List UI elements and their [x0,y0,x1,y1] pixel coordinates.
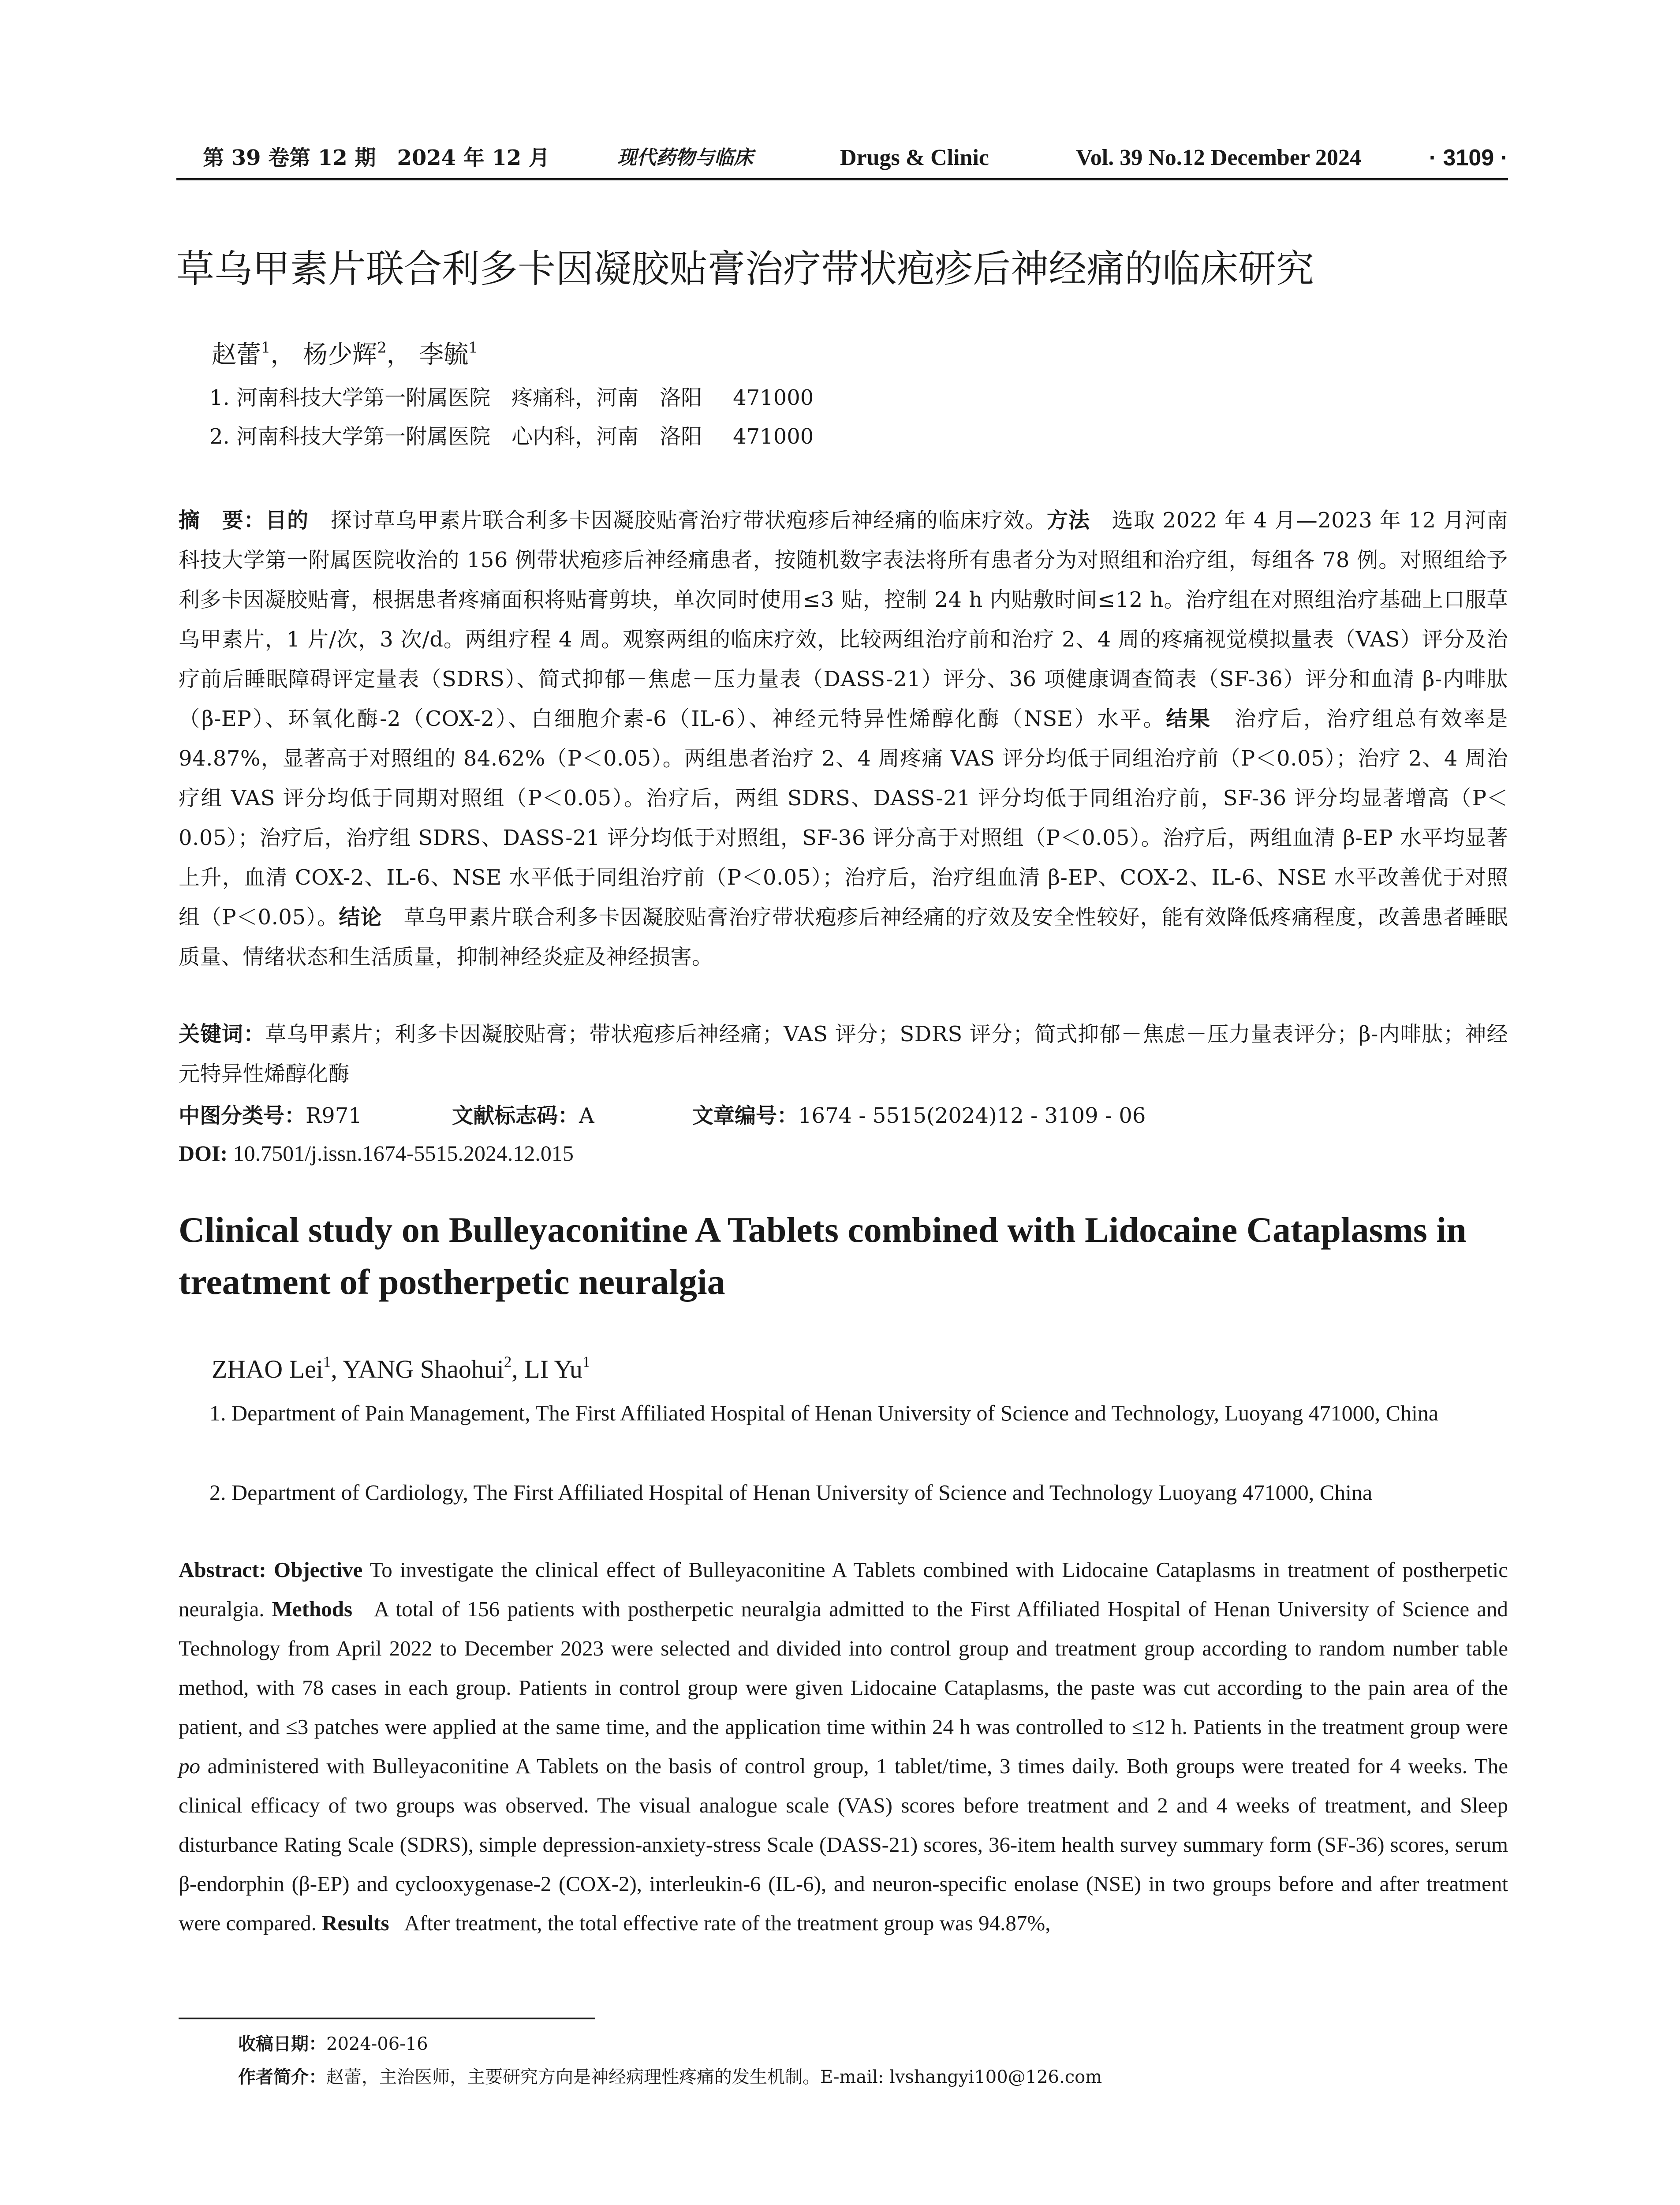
author-en: ZHAO Lei [212,1355,323,1383]
affiliation-en [209,1394,1508,1432]
affiliation-text: 河南科技大学第一附属医院 疼痛科，河南 洛阳 [236,385,702,410]
affiliation-text: 河南科技大学第一附属医院 心内科，河南 洛阳 [236,424,702,449]
affiliation-cn [209,419,814,454]
results-label: Results [322,1911,389,1935]
author-cn: 李毓 [419,340,469,369]
abstract-label: Abstract: [179,1558,266,1582]
author-bio-label: 作者简介： [238,2067,326,2087]
author-cn: 赵蕾 [212,340,261,369]
affiliation-no: 2. [209,1480,226,1505]
results-text: After treatment, the total effective rate of the treatment group was 94.87%, [404,1911,1051,1935]
results-text: 治疗后，治疗组总有效率是 94.87%，显著高于对照组的 84.62%（P＜0.05）。两组患者治疗 2、4 周疼痛 VAS 评分均低于同组治疗前（P＜0.05）；治疗 2、4 周治疗组 VAS 评分均低于同期对照组（P＜0.05）。治疗后，两组 SDRS、DASS-21 评分均低于同组治疗前，SF-36 评分均显著增高（P＜0.05）；治疗后，治疗组 SDRS、DASS-21 评分均低于对照组，SF-36 评分高于对照组（P＜0.05）。治疗后，两组血清 β-EP 水平均显著上升，血清 COX-2、IL-6、NSE 水平低于同组治疗前（P＜0.05）；治疗后，治疗组血清 β-EP、COX-2、IL-6、NSE 水平改善优于对照组（P＜0.05）。 [179,706,1508,930]
results-label: 结果 [1166,706,1212,731]
authors-cn: 赵蕾$^1$， 杨少辉$^2$， 李毓$^1$ [212,339,478,369]
title-en: Clinical study on Bulleyaconitine A Tablets combined with Lidocaine Cataplasms in treatment of postherpetic neuralgia [179,1210,1467,1302]
authors-en: ZHAO Lei$^1$, YANG Shaohui$^2$, LI Yu$^1$ [212,1353,590,1383]
conclusion-text: 草乌甲素片联合利多卡因凝胶贴膏治疗带状疱疹后神经痛的疗效及安全性较好，能有效降低疼痛程度，改善患者睡眠质量、情绪状态和生活质量，抑制神经炎症及神经损害。 [179,905,1508,969]
author-sup: 1 [261,339,271,356]
clc-label: 中图分类号： [179,1103,306,1128]
affiliation-no: 2. [209,424,230,449]
author-en: YANG Shaohui [343,1355,504,1383]
received-value: 2024-06-16 [326,2034,428,2054]
title-cn: 草乌甲素片联合利多卡因凝胶贴膏治疗带状疱疹后神经痛的临床研究 [176,247,1314,291]
received-label: 收稿日期： [238,2034,326,2054]
received-date [238,2029,428,2059]
affiliation-zip: 471000 [733,424,814,449]
methods-label: Methods [272,1597,353,1621]
author-bio [238,2062,1102,2093]
doi-label: DOI: [179,1141,228,1166]
methods-text: 选取 2022 年 4 月—2023 年 12 月河南科技大学第一附属医院收治的 156 例带状疱疹后神经痛患者，按随机数字表法将所有患者分为对照组和治疗组，每组各 78 例。对照组给予利多卡因凝胶贴膏，根据患者疼痛面积将贴膏剪块，单次同时使用≤3 贴，控制 24 h 内贴敷时间≤12 h。治疗组在对照组治疗基础上口服草乌甲素片，1 片/次，3 次/d。两组疗程 4 周。观察两组的临床疗效，比较两组治疗前和治疗 2、4 周的疼痛视觉模拟量表（VAS）评分及治疗前后睡眠障碍评定量表（SDRS）、简式抑郁－焦虑－压力量表（DASS-21）评分、36 项健康调查简表（SF-36）评分和血清 β-内啡肽（β-EP）、环氧化酶-2（COX-2）、白细胞介素-6（IL-6）、神经元特异性烯醇化酶（NSE）水平。 [179,508,1508,731]
author-sup: 1 [582,1353,590,1371]
footnote-rule [179,2018,595,2019]
running-header [176,140,1508,176]
author-bio-text: 赵蕾，主治医师，主要研究方向是神经病理性疼痛的发生机制。E-mail: lvshangyi100@126.com [326,2067,1102,2087]
doc-code-value: A [579,1103,594,1128]
author-sup: 1 [468,339,478,356]
keywords-label: 关键词： [179,1022,265,1046]
author-sup: 2 [504,1353,512,1371]
abstract-en [179,1550,1508,1943]
author-sup: 1 [323,1353,331,1371]
objective-label: Objective [273,1558,363,1582]
keywords-text: 草乌甲素片；利多卡因凝胶贴膏；带状疱疹后神经痛；VAS 评分；SDRS 评分；简式抑郁－焦虑－压力量表评分；β-内啡肽；神经元特异性烯醇化酶 [179,1022,1508,1086]
article-no-label: 文章编号： [692,1103,799,1128]
journal-name-en: Drugs & Clinic [840,145,989,170]
affiliation-text: Department of Pain Management, The First Affiliated Hospital of Henan University of Science and Technology, Luoyang 471000, China [231,1401,1439,1425]
methods-text: A total of 156 patients with postherpetic neuralgia admitted to the First Affiliated Hospital of Henan University of Science and Technology from April 2022 to December 2023 were selected and divided into control group and treatment group according to random number table method, with 78 cases in each group. Patients in control group were given Lidocaine Cataplasms, the paste was cut according to the pain area of the patient, and ≤3 patches were applied at the same time, and the application time within 24 h was controlled to ≤12 h. Patients in the treatment group were [179,1597,1508,1739]
journal-name-cn: 现代药物与临床 [617,146,753,169]
article-no-value: 1674 - 5515(2024)12 - 3109 - 06 [798,1103,1146,1128]
affiliation-en [209,1473,1508,1512]
objective-label: 目的 [265,508,309,533]
page-number: · 3109 · [1429,145,1508,171]
keywords-cn [179,1014,1508,1094]
abstract-cn [179,501,1508,977]
affiliation-no: 1. [209,1401,226,1425]
objective-text: To investigate the clinical effect of Bulleyaconitine A Tablets combined with Lidocaine Cataplasms in treatment of postherpetic neuralgia. [179,1558,1508,1621]
doc-code-label: 文献标志码： [452,1103,579,1128]
affiliation-zip: 471000 [733,385,814,410]
abstract-label: 摘 要： [179,508,265,533]
conclusion-label: 结论 [339,905,382,930]
methods-text-cont: administered with Bulleyaconitine A Tablets on the basis of control group, 1 tablet/time, 3 times daily. Both groups were treated for 4 weeks. The clinical efficacy of two groups was observed. The visual analogue scale (VAS) scores before treatment and 2 and 4 weeks of treatment, and Sleep disturbance Rating Scale (SDRS), simple depression-anxiety-stress Scale (DASS-21) scores, 36-item health survey summary form (SF-36) scores, serum β-endorphin (β-EP) and cyclooxygenase-2 (COX-2), interleukin-6 (IL-6), and neuron-specific enolase (NSE) in two groups before and after treatment were compared. [179,1754,1508,1935]
clc-value: R971 [306,1103,362,1128]
doi-line [179,1136,1508,1171]
doi-value: 10.7501/j.issn.1674-5515.2024.12.015 [233,1141,574,1166]
author-en: LI Yu [524,1355,582,1383]
methods-label: 方法 [1046,508,1090,533]
affiliation-no: 1. [209,385,230,410]
header-rule [176,178,1508,180]
issue-cn: 第 39 卷第 12 期 2024 年 12 月 [203,146,550,170]
methods-po: po [179,1754,200,1778]
objective-text: 探讨草乌甲素片联合利多卡因凝胶贴膏治疗带状疱疹后神经痛的临床疗效。 [330,508,1047,533]
author-cn: 杨少辉 [303,340,377,369]
affiliation-cn [209,380,814,415]
affiliation-text: Department of Cardiology, The First Affiliated Hospital of Henan University of Science and Technology Luoyang 471000, China [231,1480,1373,1505]
volume-info-en: Vol. 39 No.12 December 2024 [1076,145,1362,170]
classification-line [179,1098,1508,1133]
author-sup: 2 [377,339,387,356]
